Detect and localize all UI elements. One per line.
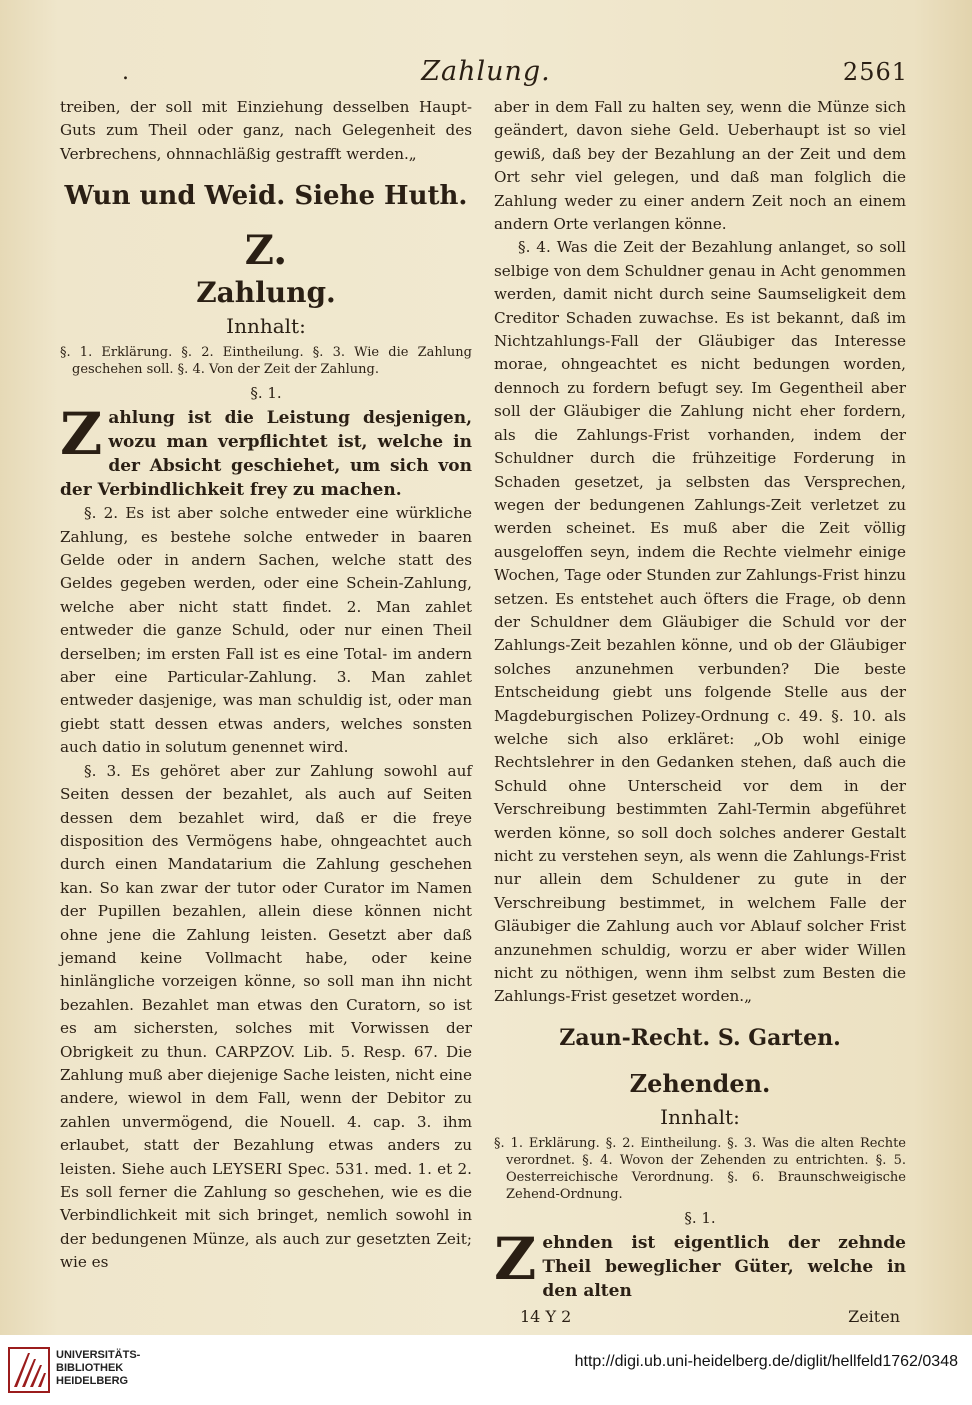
table-of-contents: §. 1. Erklärung. §. 2. Eintheilung. §. 3. Wie die Zahlung geschehen soll. §. 4. Von der Zeit der Zahlung. (60, 345, 472, 378)
page-number: 2561 (842, 58, 908, 86)
definition-paragraph (60, 400, 472, 502)
header-dot: . (122, 60, 129, 85)
left-paragraph-0: treiben, der soll mit Einziehung desselben Haupt-Guts zum Theil oder ganz, nach Gelegenheit des Verbrechens, ohnnachläßig gestrafft werden.„ (60, 98, 472, 163)
table-of-contents-zehenden: §. 1. Erklärung. §. 2. Eintheilung. §. 3. Was die alten Rechte verordnet. §. 4. Wovon der Zehenden zu entrichten. §. 5. Oesterreichische Verordnung. §. 6. Braunschweigische Zehend-Ordnung. (494, 1135, 906, 1202)
section-number: §. 1. (250, 384, 282, 403)
library-logo-icon (8, 1347, 50, 1393)
right-column (494, 96, 906, 1329)
library-line-3: HEIDELBERG (56, 1375, 129, 1387)
drop-initial-zehenden: Z (494, 1224, 537, 1293)
contents-label: Innhalt: (226, 314, 306, 339)
section-title-zehenden: Zehenden. (629, 1068, 771, 1098)
definition-text: ahlung ist die Leistung desjenigen, wozu man verpflichtet ist, welche in der Absicht geschiehet, um sich von der Verbindlichkeit frey zu machen. (60, 408, 472, 501)
contents-label-zehenden: Innhalt: (660, 1104, 740, 1129)
paragraph-3: §. 3. Es gehöret aber zur Zahlung sowohl auf Seiten dessen der bezahlet, als auch auf Seiten dessen dem bezahlet wird, daß er die freye disposition des Vermögens habe, ohngeachtet auch durch einen Mandatarium die Zahlung geschehen kan. So kan zwar der tutor oder Curator im Namen der Pupillen bezahlen, allein diese können nicht ohne jene die Zahlung leisten. Gesetzt aber daß jemand keine Vollmacht habe, oder keine hinlängliche vorzeigen könne, so soll man ihn nicht bezahlen. Bezahlet man etwas den Curatorn, so ist es am sichersten, solches mit Vorwissen der Obrigkeit zu thun. CARPZOV. Lib. 5. Resp. 67. Die Zahlung muß aber diejenige Sache leisten, nicht eine andere, wiewol in dem Fall, wenn der Debitor zu zahlen unvermögend, die Nouell. 4. cap. 3. ihm erlaubet, statt der Bezahlung etwas anders zu leisten. Siehe auch LEYSERI Spec. 531. med. 1. et 2. Es soll ferner die Zahlung so geschehen, wie es die Verbindlichkeit mit sich bringet, nemlich sowohl in der bedungenen Münze, als auch zur gesetzten Zeit; wie es (60, 761, 472, 1272)
left-column (60, 96, 472, 1275)
source-url-link[interactable]: http://digi.ub.uni-heidelberg.de/diglit/hellfeld1762/0348 (574, 1353, 958, 1370)
drop-initial: Z (60, 400, 103, 469)
page-footer-line (494, 1305, 906, 1329)
heading-zaun-recht: Zaun-Recht. S. Garten. (559, 1024, 841, 1051)
definition-paragraph-zehenden (494, 1224, 906, 1303)
definition-text-zehenden: ehnden ist eigentlich der zehnde Theil beweglicher Güter, welche in den alten (542, 1232, 906, 1301)
catchword: Zeiten (848, 1306, 900, 1326)
viewer-footer-bar (0, 1335, 972, 1405)
heading-wun-und-weid: Wun und Weid. Siehe Huth. (64, 181, 468, 212)
paragraph-4: §. 4. Was die Zeit der Bezahlung anlanget, so soll selbige von dem Schuldner genau in Acht genommen werden, damit nicht durch seine Saumseligkeit dem Creditor Schaden zuwachse. Es ist bekannt, daß im Nichtzahlungs-Fall der Gläubiger das Interesse morae, ohngeachtet es nicht bedungen worden, dennoch zu fordern befugt sey. Im Gegentheil aber soll der Gläubiger die Zahlung nicht eher fordern, als die Zahlungs-Frist vorhanden, indem der Schuldner durch die frühzeitige Forderung in Schaden gesetzet, ja selbsten das Versprechen, wegen der bedungenen Zahlungs-Zeit verletzet zu werden scheinet. Es muß aber die Zeit völlig ausgeloffen seyn, indem die Rechte vielmehr einige Wochen, Tage oder Stunden zur Zahlungs-Frist hinzu setzen. Es entstehet auch öfters die Frage, ob denn der Schuldner dem Gläubiger die Schuld vor der Zahlungs-Zeit bezahlen könne, und ob der Gläubiger solches anzunehmen verbunden? Die beste Entscheidung giebt uns folgende Stelle aus der Magdeburgischen Polizey-Ordnung c. 49. §. 10. als welche sich also erkläret: „Ob wohl einige Rechtslehrer in den Gedanken stehen, daß auch die Schuld ohne Unterscheid vor dem in der Verschreibung bestimmten Zahl-Termin abgeführet werden könne, so soll doch solches anderer Gestalt nicht zu verstehen seyn, als wenn die Zahlungs-Frist nur allein dem Schuldener zu gute in der Verschreibung bestimmet, in welchem Falle der Gläubiger die Zahlung auch vor Ablauf solcher Frist anzunehmen schuldig, worzu er aber wider Willen nicht zu nöthigen, wenn ihm selbst zum Besten die Zahlungs-Frist gesetzet worden.„ (494, 238, 906, 1006)
section-number-zehenden: §. 1. (684, 1208, 716, 1227)
section-title-zahlung: Zahlung. (196, 276, 336, 310)
signature-mark: 14 Y 2 (520, 1306, 572, 1326)
right-paragraph-0: aber in dem Fall zu halten sey, wenn die Münze sich geändert, davon siehe Geld. Ueberhaupt ist so viel gewiß, daß bey der Bezahlung an der Zeit und dem Ort sehr viel gelegen, und daß man folglich die Zahlung weder zu einer andern Zeit noch an einem andern Orte verlangen könne. (494, 98, 906, 234)
running-title: Zahlung. (421, 56, 551, 87)
running-header (0, 56, 972, 92)
letter-heading: Z. (244, 227, 288, 275)
library-line-2: BIBLIOTHEK (56, 1362, 124, 1374)
library-name (56, 1349, 140, 1388)
paragraph-2: §. 2. Es ist aber solche entweder eine würkliche Zahlung, es bestehe solche entweder in baaren Gelde oder in andern Sachen, welche statt des Geldes gegeben werden, oder eine Schein-Zahlung, welche aber nicht statt findet. 2. Man zahlet entweder die ganze Schuld, oder nur einen Theil derselben; im ersten Fall ist es eine Total- im andern aber eine Particular-Zahlung. 3. Man zahlet entweder dasjenige, was man schuldig ist, oder man giebt statt dessen etwas anders, welches sonsten auch datio in solutum genennet wird. (60, 504, 472, 757)
library-line-1: UNIVERSITÄTS- (56, 1349, 141, 1361)
